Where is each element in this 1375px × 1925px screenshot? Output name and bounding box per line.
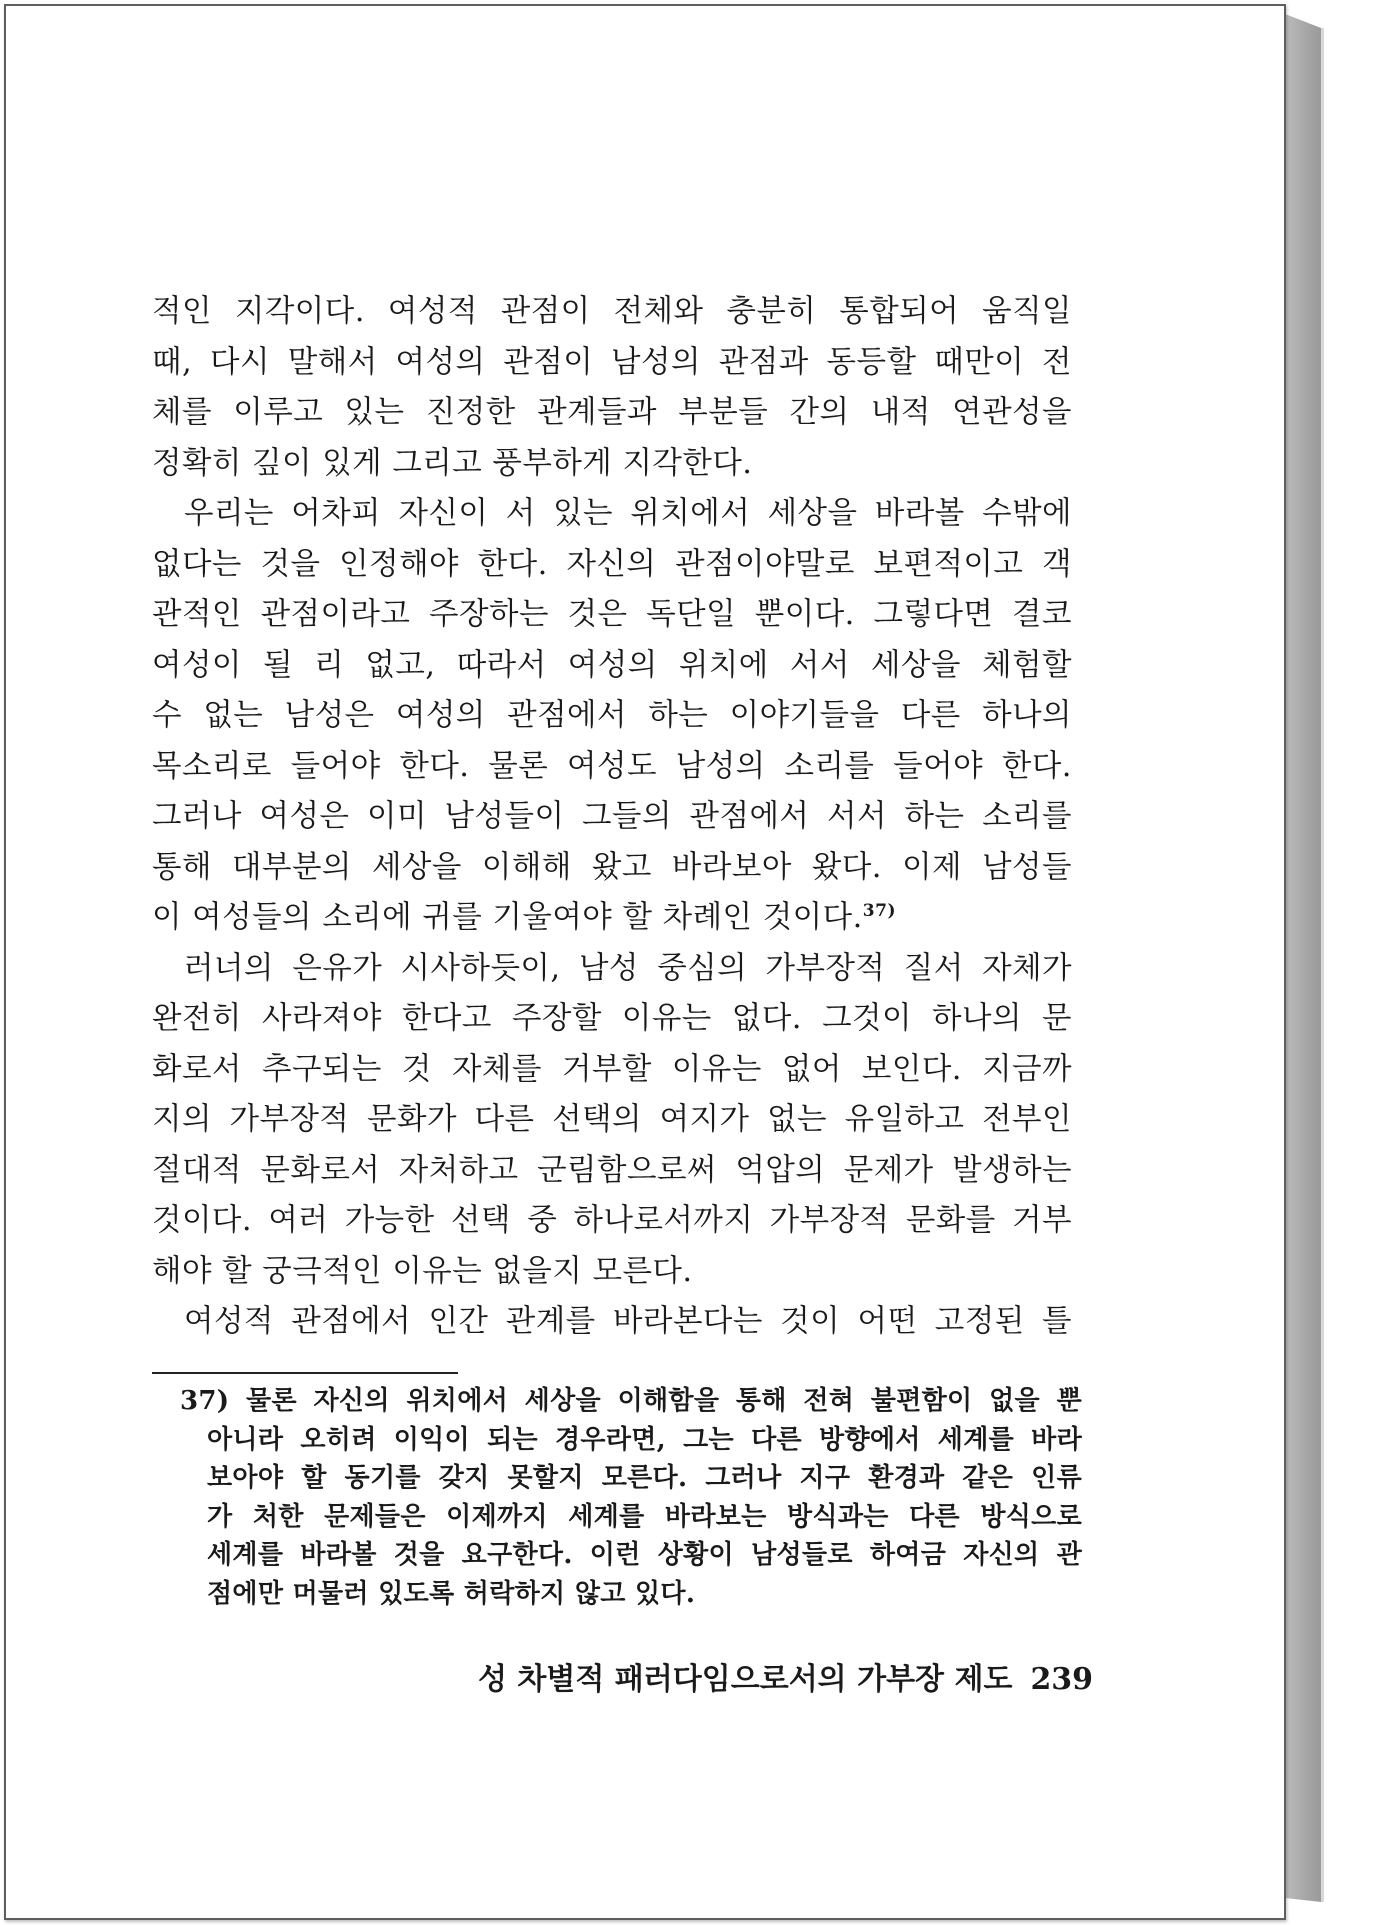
footnote-line: 점에만 머물러 있도록 허락하지 않고 있다. xyxy=(207,1578,696,1609)
footnote-line: 가 처한 문제들은 이제까지 세계를 바라보는 방식과는 다른 방식으로 xyxy=(207,1501,1082,1532)
body-line: 통해 대부분의 세상을 이해해 왔고 바라보아 왔다. 이제 남성들 xyxy=(152,849,1072,885)
body-line: 정확히 깊이 있게 그리고 풍부하게 지각한다. xyxy=(152,445,753,481)
body-line: 수 없는 남성은 여성의 관점에서 하는 이야기들을 다른 하나의 xyxy=(152,698,1072,733)
footnote-line: 보아야 할 동기를 갖지 못할지 모른다. 그러나 지구 환경과 같은 인류 xyxy=(207,1463,1082,1493)
page-edge-shadow xyxy=(1321,28,1324,1902)
body-line-text: 이 여성들의 소리에 귀를 기울여야 할 차례인 것이다. xyxy=(152,900,863,935)
body-line: 것이다. 여러 가능한 선택 중 하나로서까지 가부장적 문화를 거부 xyxy=(152,1203,1072,1238)
body-line: 적인 지각이다. 여성적 관점이 전체와 충분히 통합되어 움직일 xyxy=(152,294,1072,329)
body-line: 여성이 될 리 없고, 따라서 여성의 위치에 서서 세상을 체험할 xyxy=(152,647,1072,683)
body-line: 체를 이루고 있는 진정한 관계들과 부분들 간의 내적 연관성을 xyxy=(152,395,1072,430)
footnote-number: 37) xyxy=(180,1386,230,1416)
body-line: 완전히 사라져야 한다고 주장할 이유는 없다. 그것이 하나의 문 xyxy=(152,1001,1072,1036)
body-line: 관적인 관점이라고 주장하는 것은 독단일 뿐이다. 그렇다면 결코 xyxy=(152,597,1072,632)
body-line: 목소리로 들어야 한다. 물론 여성도 남성의 소리를 들어야 한다. xyxy=(152,748,1072,784)
running-footer xyxy=(478,1660,1094,1700)
footnote-line xyxy=(180,1382,1082,1421)
body-line: 우리는 어차피 자신이 서 있는 위치에서 세상을 바라볼 수밖에 xyxy=(184,496,1072,531)
body-line: 해야 할 궁극적인 이유는 없을지 모른다. xyxy=(152,1253,693,1289)
body-line: 화로서 추구되는 것 자체를 거부할 이유는 없어 보인다. 지금까 xyxy=(152,1051,1072,1087)
body-line: 러너의 은유가 시사하듯이, 남성 중심의 가부장적 질서 자체가 xyxy=(184,950,1072,986)
body-line: 지의 가부장적 문화가 다른 선택의 여지가 없는 유일하고 전부인 xyxy=(152,1102,1072,1137)
body-line-with-footnote-ref xyxy=(152,893,1072,944)
footnote-divider xyxy=(152,1372,458,1374)
body-text xyxy=(152,287,1072,1348)
body-line: 없다는 것을 인정해야 한다. 자신의 관점이야말로 보편적이고 객 xyxy=(152,546,1072,582)
page-edge xyxy=(1285,14,1321,1902)
footnote-reference: 37) xyxy=(862,900,896,921)
body-line: 여성적 관점에서 인간 관계를 바라본다는 것이 어떤 고정된 틀 xyxy=(184,1304,1072,1339)
footnote-line: 아니라 오히려 이익이 되는 경우라면, 그는 다른 방향에서 세계를 바라 xyxy=(207,1424,1082,1455)
body-line: 절대적 문화로서 자처하고 군림함으로써 억압의 문제가 발생하는 xyxy=(152,1152,1072,1188)
body-line: 때, 다시 말해서 여성의 관점이 남성의 관점과 동등할 때만이 전 xyxy=(152,344,1072,380)
footnote-line: 세계를 바라볼 것을 요구한다. 이런 상황이 남성들로 하여금 자신의 관 xyxy=(207,1540,1082,1570)
running-title: 성 차별적 패러다임으로서의 가부장 제도 xyxy=(478,1662,1013,1697)
footnote-line-text: 물론 자신의 위치에서 세상을 이해함을 통해 전혀 불편함이 없을 뿐 xyxy=(246,1386,1082,1416)
body-line: 그러나 여성은 이미 남성들이 그들의 관점에서 서서 하는 소리를 xyxy=(152,799,1072,834)
page-number: 239 xyxy=(1030,1662,1094,1697)
footnote-37 xyxy=(180,1382,1082,1613)
